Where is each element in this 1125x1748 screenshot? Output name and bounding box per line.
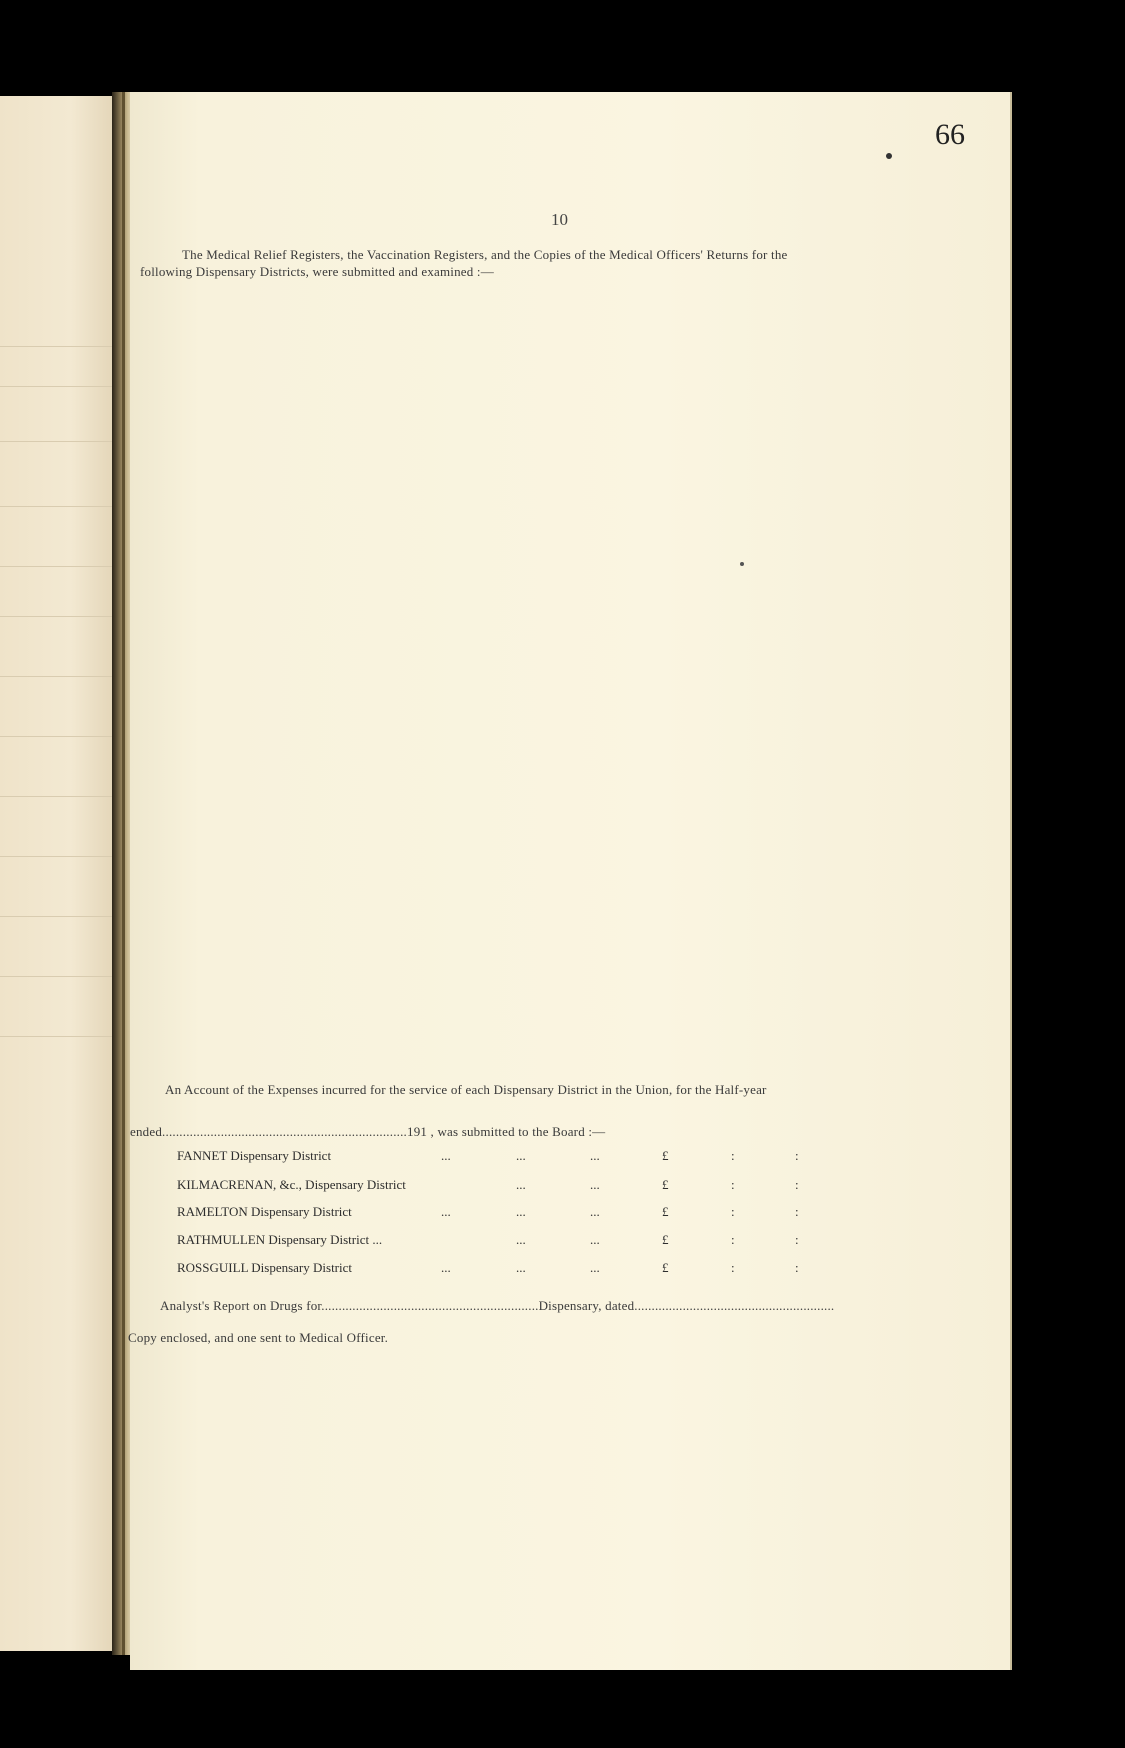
registers-paragraph-line2: following Dispensary Districts, were submitted and examined :— xyxy=(140,264,494,279)
pound-sign: £ xyxy=(662,1260,669,1275)
expenses-paragraph-line2: ended.......................................................................191 , was submitted to the Board :— xyxy=(130,1124,606,1139)
previous-page-edge xyxy=(0,96,118,1651)
district-name: FANNET Dispensary District xyxy=(177,1148,332,1163)
registers-paragraph-line1: The Medical Relief Registers, the Vaccination Registers, and the Copies of the Medical Officers' Returns for the xyxy=(182,247,788,262)
copy-enclosed-line: Copy enclosed, and one sent to Medical Officer. xyxy=(128,1330,389,1345)
page-number: 66 xyxy=(935,118,965,151)
gutter-edge xyxy=(122,92,125,1655)
pound-sign: £ xyxy=(662,1148,669,1163)
district-name: RAMELTON Dispensary District xyxy=(177,1204,352,1219)
district-name: RATHMULLEN Dispensary District ... xyxy=(177,1232,383,1247)
pound-sign: £ xyxy=(662,1204,669,1219)
speck xyxy=(740,562,744,566)
ink-dot xyxy=(886,153,892,159)
folio-number: 10 xyxy=(551,210,568,229)
district-name: ROSSGUILL Dispensary District xyxy=(177,1260,353,1275)
document-page xyxy=(130,92,1010,1670)
expenses-paragraph-line1: An Account of the Expenses incurred for the service of each Dispensary District in the Union, for the Half-year xyxy=(165,1082,767,1097)
district-name: KILMACRENAN, &c., Dispensary District xyxy=(177,1177,406,1192)
pound-sign: £ xyxy=(662,1232,669,1247)
analyst-report-line: Analyst's Report on Drugs for...............................................................Dispensary, dated.......................................................... xyxy=(160,1298,835,1313)
pound-sign: £ xyxy=(662,1177,669,1192)
